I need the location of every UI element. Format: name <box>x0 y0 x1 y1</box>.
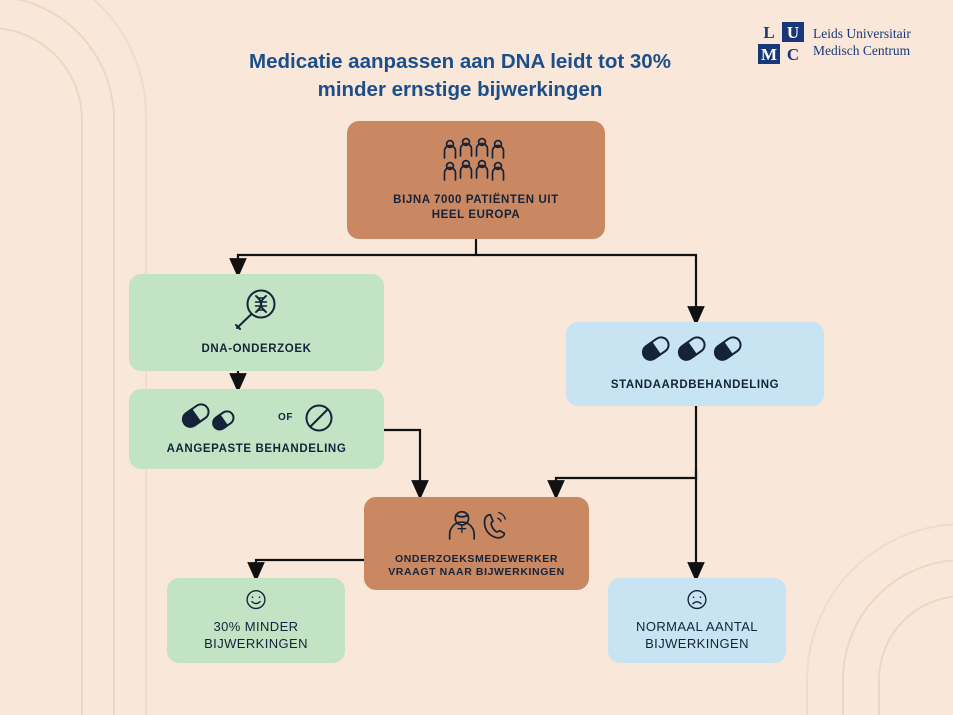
flow-node-research-employee[interactable] <box>364 497 589 590</box>
group-of-people-icon <box>437 137 515 185</box>
flow-node-normal-side-effects-label <box>636 619 758 653</box>
flow-node-less-side-effects-label-line1: 30% MINDER <box>213 619 299 635</box>
adjusted-treatment-icons <box>178 402 335 434</box>
logo-letter-m: M <box>758 44 780 64</box>
logo-wordmark <box>813 26 911 60</box>
flow-node-standard-treatment-label: STANDAARDBEHANDELING <box>610 378 780 391</box>
flow-node-patients-label <box>393 193 559 223</box>
magnifier-dna-icon <box>228 288 286 334</box>
page-title <box>160 48 760 103</box>
flow-node-less-side-effects-label <box>204 619 308 653</box>
page-title-line1: Medicatie aanpassen aan DNA leidt tot 30% <box>249 50 671 73</box>
flow-node-research-employee-label-line1: ONDERZOEKSMEDEWERKER <box>394 552 559 565</box>
flow-node-patients-label-line2: HEEL EUROPA <box>431 209 521 221</box>
no-pill-icon <box>303 402 335 434</box>
flow-node-less-side-effects-label-line2: BIJWERKINGEN <box>204 636 308 652</box>
flow-node-research-employee-label-line2: VRAAGT NAAR BIJWERKINGEN <box>388 566 565 579</box>
lumc-logo <box>758 22 911 64</box>
flow-node-dna-research[interactable] <box>129 274 384 371</box>
flow-node-standard-treatment[interactable] <box>566 322 824 406</box>
flow-node-normal-side-effects-label-line1: NORMAAL AANTAL <box>636 619 758 635</box>
flow-node-normal-side-effects-label-line2: BIJWERKINGEN <box>645 636 749 652</box>
logo-wordmark-line1: Leids Universitair <box>813 26 911 42</box>
logo-letter-u: U <box>782 22 804 42</box>
flow-node-adjusted-treatment[interactable] <box>129 389 384 469</box>
flow-node-patients[interactable] <box>347 121 605 239</box>
flow-node-adjusted-treatment-label: AANGEPASTE BEHANDELING <box>166 442 347 455</box>
flow-node-less-side-effects[interactable] <box>167 578 345 663</box>
flow-node-normal-side-effects[interactable] <box>608 578 786 663</box>
logo-letter-c: C <box>786 44 800 64</box>
sad-face-icon <box>680 588 714 611</box>
smiley-face-icon <box>239 588 273 611</box>
pills-or-no-pill-icon <box>178 402 268 434</box>
flow-node-patients-label-line1: BIJNA 7000 PATIËNTEN UIT <box>393 194 559 207</box>
logo-letter-l: L <box>763 22 775 42</box>
logo-mark <box>758 22 804 64</box>
flow-node-research-employee-label <box>388 553 565 580</box>
or-label: OF <box>278 412 293 424</box>
flow-node-dna-research-label: DNA-ONDERZOEK <box>201 343 312 356</box>
three-pills-icon <box>640 336 750 370</box>
logo-wordmark-line2: Medisch Centrum <box>813 43 911 58</box>
researcher-phone-icon <box>437 507 517 545</box>
page-title-line2: minder ernstige bijwerkingen <box>317 77 603 101</box>
